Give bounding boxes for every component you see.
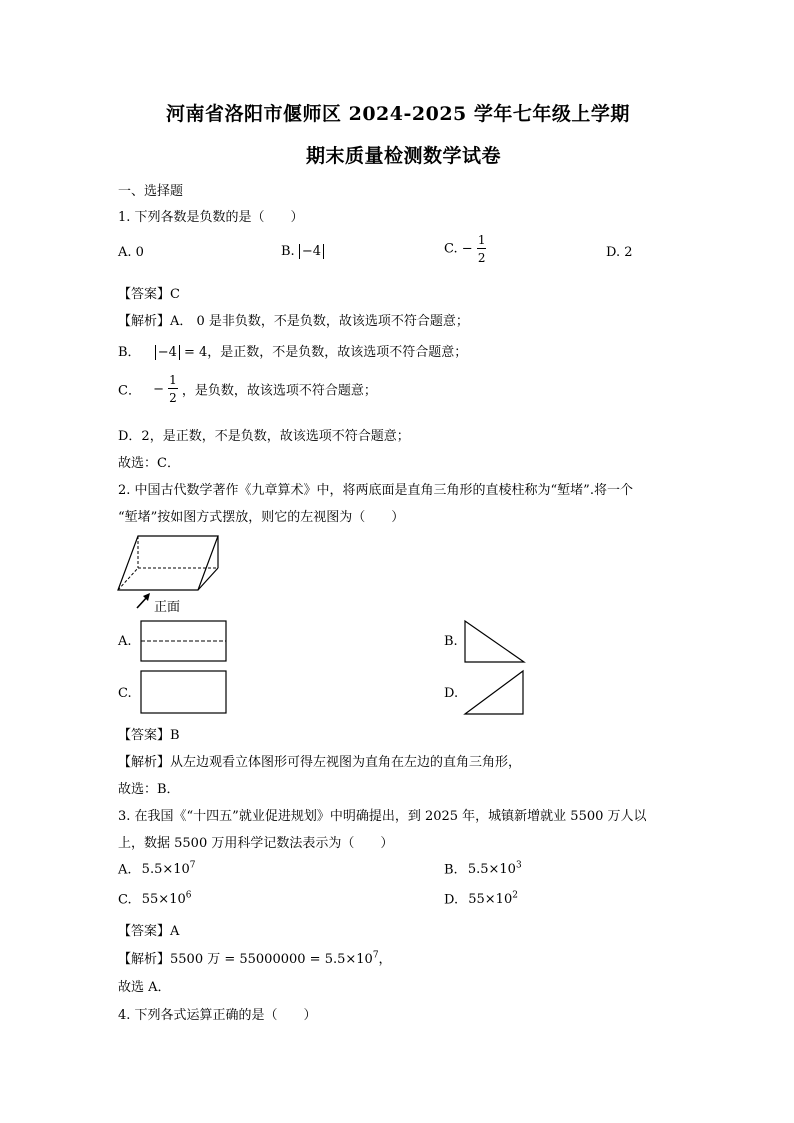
document-title-line2: 期末质量检测数学试卷: [306, 145, 502, 167]
q3-answer: 【答案】A: [118, 924, 180, 939]
document-title-line1: 河南省洛阳市偃师区 2024-2025 学年七年级上学期: [166, 103, 630, 125]
q1-option-c-fraction: [477, 234, 487, 264]
q1-analysis-b: [118, 341, 467, 360]
q2-answer: 【答案】B: [118, 728, 180, 743]
q1-analysis-c-label: C．: [118, 383, 141, 399]
q2-analysis: 【解析】从左边观看立体图形可得左视图为直角在左边的直角三角形，: [118, 755, 522, 770]
q2-option-b-label: B.: [444, 634, 458, 649]
prism-figure: [114, 530, 224, 592]
q1-analysis-d: D．2，是正数，不是负数，故该选项不符合题意；: [118, 429, 410, 444]
q2-option-c-label: C.: [118, 686, 132, 701]
q1-conclusion: 故选：C．: [118, 456, 180, 471]
q1-option-c-label: C.: [444, 241, 458, 257]
q3-option-c-value: $55\times 10^6$: [141, 891, 192, 908]
q3-option-d-value: $55\times 10^2$: [468, 891, 518, 908]
q1-option-c-sign: −: [461, 241, 473, 257]
q2-conclusion: 故选：B．: [118, 782, 180, 797]
q1-analysis-b-tail: = 4，是正数，不是负数，故该选项不符合题意；: [184, 345, 468, 360]
q2-option-d-figure: [464, 670, 526, 716]
fraction-denominator: 2: [477, 251, 486, 265]
q3-analysis: 【解析】5500 万 = $55000000 = 5.5\times 10^7$，: [118, 950, 392, 967]
q3-option-b: [444, 861, 522, 877]
arrow-icon: [135, 592, 153, 610]
q2-option-b-figure: [464, 620, 526, 664]
q1-answer: 【答案】C: [118, 287, 180, 302]
q1-analysis-c-tail: ，是负数，故该选项不符合题意；: [181, 383, 377, 399]
q3-option-d: [444, 891, 518, 907]
q1-analysis-c-fraction: [168, 374, 178, 404]
q2-option-c-figure: [140, 670, 228, 715]
front-label: 正面: [154, 600, 181, 615]
q3-option-d-label: D.: [444, 892, 459, 908]
q3-option-a: [118, 861, 196, 877]
q1-analysis-b-abs: −4: [155, 345, 180, 360]
q1-option-b: [281, 244, 324, 259]
q4-stem: 4. 下列各式运算正确的是（ ）: [118, 1008, 317, 1023]
q1-option-a: A. 0: [118, 245, 144, 260]
q1-analysis-c: [118, 374, 377, 404]
q3-conclusion: 故选 A．: [118, 980, 171, 995]
q2-option-a-figure: [140, 620, 228, 664]
q1-analysis-c-sign: −: [153, 381, 164, 397]
q1-analysis-a: 【解析】A． 0 是非负数，不是负数，故该选项不符合题意；: [118, 314, 469, 329]
fraction-denominator: 2: [169, 391, 177, 405]
q3-option-a-label: A.: [118, 862, 132, 878]
fraction-numerator: 1: [477, 233, 486, 247]
section-heading: 一、选择题: [118, 184, 184, 199]
fraction-numerator: 1: [169, 373, 177, 387]
q1-option-c: [444, 234, 486, 264]
q1-analysis-b-label: B．: [118, 345, 141, 360]
q2-option-d-label: D.: [444, 686, 459, 701]
q3-option-b-label: B.: [444, 862, 458, 878]
q1-option-b-label: B.: [281, 244, 295, 259]
q2-stem-line2: “堑堵”按如图方式摆放，则它的左视图为（ ）: [118, 510, 405, 525]
q3-option-a-value: $5.5\times 10^7$: [141, 861, 196, 878]
q1-stem: 1. 下列各数是负数的是（ ）: [118, 210, 304, 225]
q2-option-a-label: A.: [118, 634, 132, 649]
q3-stem-line2: 上，数据 5500 万用科学记数法表示为（ ）: [118, 836, 394, 851]
q3-option-b-value: $5.5\times 10^3$: [467, 861, 522, 878]
q1-option-d: D. 2: [606, 245, 633, 260]
q3-stem-line1: 3. 在我国《“十四五”就业促进规划》中明确提出，到 2025 年，城镇新增就业 5500 万人以: [118, 809, 647, 824]
q2-stem-line1: 2. 中国古代数学著作《九章算术》中，将两底面是直角三角形的直棱柱称为“堑堵”.将一个: [118, 483, 633, 498]
q1-option-b-abs: −4: [299, 244, 324, 259]
q3-option-c: [118, 891, 191, 907]
q3-option-c-label: C.: [118, 892, 132, 908]
